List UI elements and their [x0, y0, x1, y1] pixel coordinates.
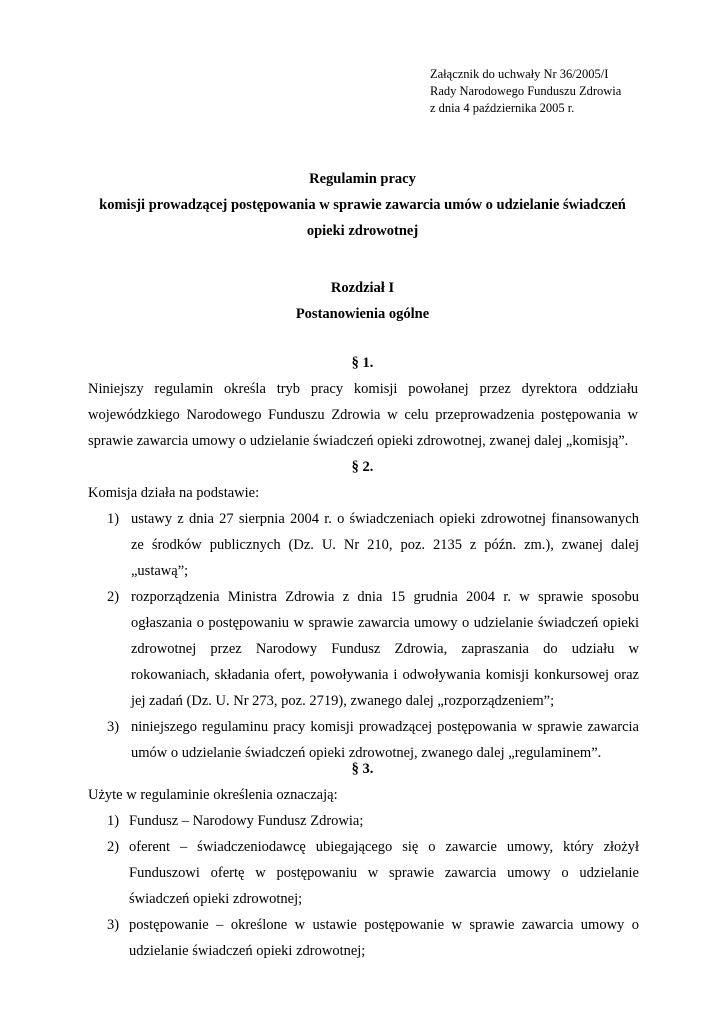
annex-line-3: z dnia 4 października 2005 r. — [430, 101, 575, 115]
section-3-intro: Użyte w regulaminie określenia oznaczają: — [88, 787, 338, 803]
document-subtitle-continued: opieki zdrowotnej — [306, 223, 419, 239]
text-line: oferent – świadczeniodawcę ubiegającego się o zawarcie umowy, który złożył — [129, 839, 639, 855]
text-line: jej zadań (Dz. U. Nr 273, poz. 2719), zwanego dalej „rozporządzeniem”; — [131, 693, 555, 709]
text-line: ustawy z dnia 27 sierpnia 2004 r. o świadczeniach opieki zdrowotnej finansowanych — [131, 511, 639, 527]
section-2-heading: § 2. — [351, 459, 374, 475]
section-1-heading: § 1. — [351, 355, 374, 371]
annex-note — [430, 66, 621, 117]
text-line: rozporządzenia Ministra Zdrowia z dnia 15 grudnia 2004 r. w sprawie sposobu — [131, 589, 639, 605]
text-line: Funduszowi ofertę w postępowaniu w sprawie zawarcia umowy o udzielanie — [129, 865, 639, 881]
annex-line-2: Rady Narodowego Funduszu Zdrowia — [430, 84, 622, 98]
text-line: postępowanie – określone w ustawie postępowanie w sprawie zawarcia umowy o — [129, 917, 639, 933]
section-3-heading: § 3. — [351, 761, 374, 777]
text-line: ogłaszania o postępowaniu w sprawie zawarcia umowy o udzielanie świadczeń opieki — [131, 615, 639, 631]
chapter-title: Postanowienia ogólne — [295, 306, 430, 322]
text-line: „ustawą”; — [131, 563, 189, 579]
text-line: umów o udzielanie świadczeń opieki zdrowotnej, zwanego dalej „regulaminem”. — [131, 745, 602, 761]
chapter-number: Rozdział I — [330, 280, 395, 296]
text-line: Niniejszy regulamin określa tryb pracy komisji powołanej przez dyrektora oddziału — [88, 381, 638, 397]
document-title: Regulamin pracy — [309, 171, 416, 187]
text-line: niniejszego regulaminu pracy komisji prowadzącej postępowania w sprawie zawarcia — [131, 719, 639, 735]
document-page: Załącznik do uchwały Nr 36/2005/I Rady Narodowego Funduszu Zdrowia z dnia 4 października 2005 r. Regulamin pracy komisji prowadzącej postępowania w sprawie zawarcia umów o udzielanie świadczeń opieki zdrowotnej Rozdział I Postanowienia ogólne § 1. Niniejszy regulamin określa tryb pracy komisji powołanej przez dyrektora oddziału wojewódzkiego Narodowego Funduszu Zdrowia w celu przeprowadzenia postępowania w sprawie zawarcia umowy o udzielanie świadczeń opieki zdrowotnej, zwanej dalej „komisją”. § 2. Komisja działa na podstawie: 1) ustawy z dnia 27 sierpnia 2004 r. o świadczeniach opieki zdrowotnej finansowanych ze środków publicznych (Dz. U. Nr 210, poz. 2135 z późn. zm.), zwanej dalej „ustawą”; 2) rozporządzenia Ministra Zdrowia z dnia 15 grudnia 2004 r. w sprawie sposobu ogłaszania o postępowaniu w sprawie zawarcia umowy o udzielanie świadczeń opieki zdrowotnej przez Narodowy Fundusz Zdrowia, zapraszania do udziału w rokowaniach, składania ofert, powoływania i odwoływania komisji konkursowej oraz jej zadań (Dz. U. Nr 273, poz. 2719), zwanego dalej „rozporządzeniem”; 3) niniejszego regulaminu pracy komisji prowadzącej postępowania w sprawie zawarcia umów o udzielanie świadczeń opieki zdrowotnej, zwanego dalej „regulaminem”. § 3. Użyte w regulaminie określenia oznaczają: 1) Fundusz – Narodowy Fundusz Zdrowia; 2) oferent – świadczeniodawcę ubiegającego się o zawarcie umowy, który złożył Funduszowi ofertę w postępowaniu w sprawie zawarcia umowy o udzielanie świadczeń opieki zdrowotnej; 3) postępowanie – określone w ustawie postępowanie w sprawie zawarcia umowy o udzielanie świadczeń opieki zdrowotnej; — [0, 0, 725, 1024]
text-line: świadczeń opieki zdrowotnej; — [129, 891, 303, 907]
section-2-intro: Komisja działa na podstawie: — [88, 485, 260, 501]
text-line: Fundusz – Narodowy Fundusz Zdrowia; — [129, 813, 364, 829]
text-line: zdrowotnej przez Narodowy Fundusz Zdrowia, zapraszania do udziału w — [131, 641, 639, 657]
text-line: wojewódzkiego Narodowego Funduszu Zdrowia w celu przeprowadzenia postępowania w — [88, 407, 638, 423]
text-line: udzielanie świadczeń opieki zdrowotnej; — [129, 943, 366, 959]
text-line: ze środków publicznych (Dz. U. Nr 210, poz. 2135 z późn. zm.), zwanej dalej — [131, 537, 639, 553]
document-subtitle: komisji prowadzącej postępowania w sprawie zawarcia umów o udzielanie świadczeń — [99, 197, 626, 213]
text-line: sprawie zawarcia umowy o udzielanie świadczeń opieki zdrowotnej, zwanej dalej „komisją”. — [88, 433, 629, 449]
text-line: rokowaniach, składania ofert, powoływania i odwoływania komisji konkursowej oraz — [131, 667, 639, 683]
section-1-text — [88, 376, 638, 454]
annex-line-1: Załącznik do uchwały Nr 36/2005/I — [430, 67, 609, 81]
